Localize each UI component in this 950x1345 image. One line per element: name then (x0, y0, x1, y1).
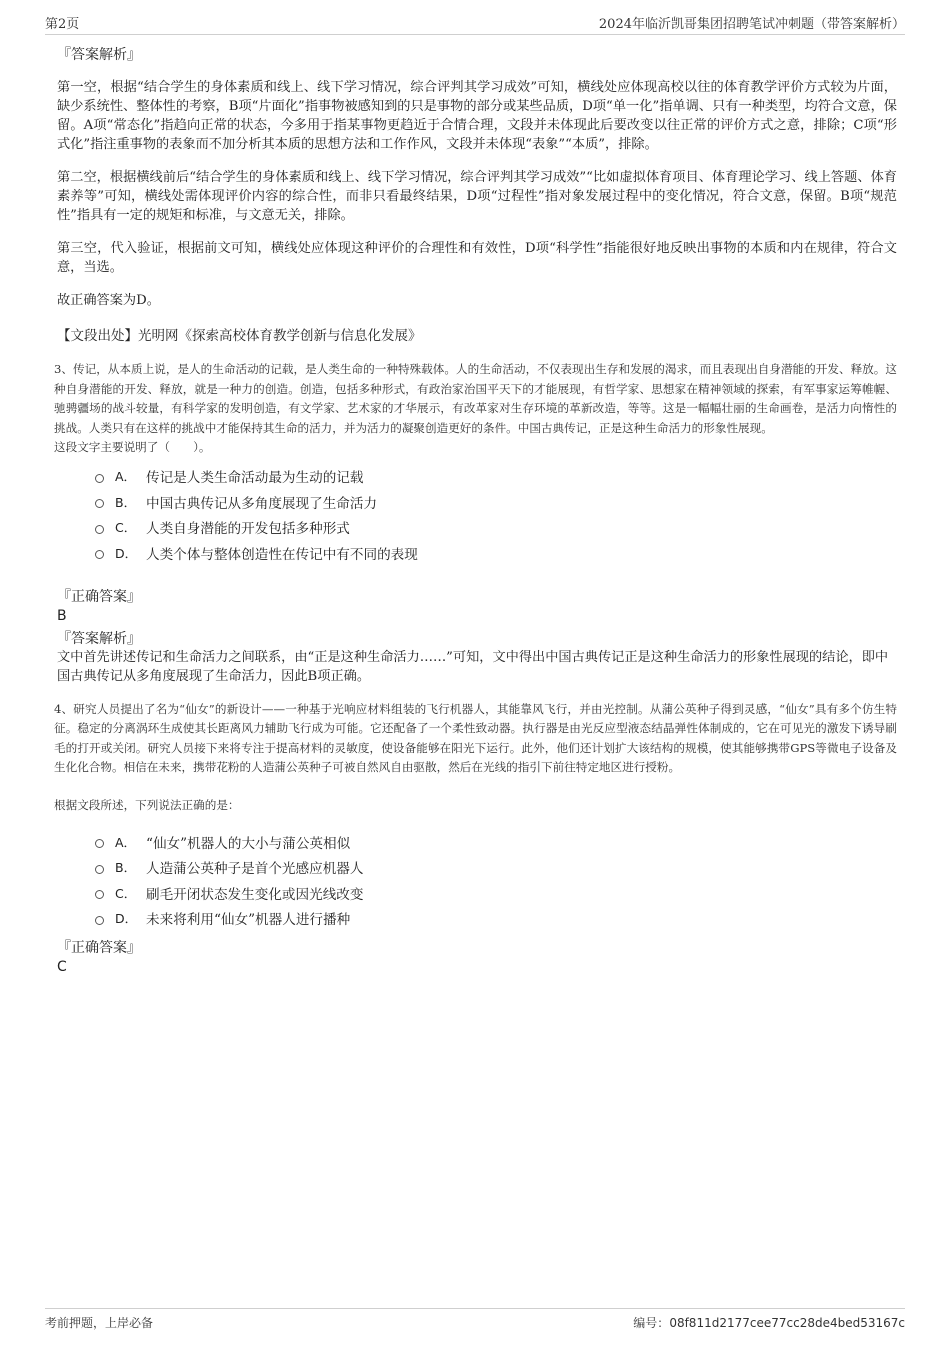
page-header (45, 10, 905, 35)
page-content (54, 44, 897, 975)
correct-answer-value: B (57, 607, 67, 624)
radio-icon[interactable] (95, 550, 104, 559)
option-a[interactable] (95, 829, 897, 855)
question-3-options (95, 464, 897, 566)
analysis-conclusion: 故正确答案为D。 (57, 293, 160, 308)
page-footer (45, 1308, 905, 1331)
option-letter: A． (115, 469, 137, 485)
question-3-stem: 3、传记，从本质上说，是人的生命活动的记载，是人类生命的一种特殊载体。人的生命活动，不仅表现出生存和发展的渴求，而且表现出自身潜能的开发、释放。这种自身潜能的开发、释放，就是一种力的创造。创造，包括多种形式，有政治家治国平天下的才能展现，有哲学家、思想家在精神领域的探索，有军事家运筹帷幄、驰骋疆场的战斗较量，有科学家的发明创造，有文学家、艺术家的才华展示，有改革家对生存环境的革新改造，等等。这是一幅幅壮丽的生命画卷，是活力向惰性的挑战。人类只有在这样的挑战中才能保持其生命的活力，并为活力的凝聚创造更好的条件。中国古典传记，正是这种生命活力的形象性展现。 (54, 362, 897, 435)
option-letter: D． (115, 545, 138, 561)
option-c[interactable] (95, 880, 897, 906)
analysis-paragraph-1: 第一空，根据“结合学生的身体素质和线上、线下学习情况，综合评判其学习成效”可知，横线处应体现高校以往的体育教学评价方式较为片面，缺少系统性、整体性的考察，B项“片面化”指事物被感知到的只是事物的部分或某些品质，D项“单一化”指单调、只有一种类型，均符合文意，保留。A项“常态化”指趋向正常的状态，今多用于指某事物更趋近于合情合理，文段并未体现此后要改变以往正常的评价方式之意，排除；C项“形式化”指注重事物的表象而不加分析其本质的思想方法和工作作风，文段并未体现“表象”“本质”，排除。 (57, 80, 897, 152)
footer-slogan: 考前押题，上岸必备 (45, 1316, 154, 1330)
radio-icon[interactable] (95, 890, 104, 899)
radio-icon[interactable] (95, 865, 104, 874)
question-3 (54, 360, 897, 686)
correct-answer-heading: 『正确答案』 (57, 588, 141, 605)
option-letter: D． (115, 911, 138, 927)
answer-analysis-text: 文中首先讲述传记和生命活力之间联系，由“正是这种生命活力……”可知，文中得出中国古典传记正是这种生命活力的形象性展现的结论，即中国古典传记从多角度展现了生命活力，因此B项正确。 (57, 649, 889, 684)
correct-answer-heading: 『正确答案』 (57, 940, 141, 956)
radio-icon[interactable] (95, 499, 104, 508)
document-title: 2024年临沂凯哥集团招聘笔试冲刺题（带答案解析） (598, 17, 905, 32)
page-number: 第2页 (45, 17, 80, 32)
option-text: 人类自身潜能的开发包括多种形式 (146, 521, 350, 538)
radio-icon[interactable] (95, 839, 104, 848)
analysis-paragraph-3: 第三空，代入验证，根据前文可知，横线处应体现这种评价的合理性和有效性，D项“科学性”指能很好地反映出事物的本质和内在规律，符合文意，当选。 (57, 241, 897, 275)
option-text: “仙女”机器人的大小与蒲公英相似 (146, 835, 351, 852)
option-a[interactable] (95, 464, 897, 490)
option-text: 人造蒲公英种子是首个光感应机器人 (146, 861, 364, 878)
radio-icon[interactable] (95, 474, 104, 483)
option-text: 未来将利用“仙女”机器人进行播种 (146, 912, 351, 929)
option-letter: C． (115, 885, 137, 901)
document-code-value: 08f811d2177cee77cc28de4bed53167c (669, 1316, 905, 1330)
document-code (633, 1314, 905, 1331)
radio-icon[interactable] (95, 916, 104, 925)
option-text: 人类个体与整体创造性在传记中有不同的表现 (146, 546, 418, 563)
source-citation: 【文段出处】光明网《探索高校体育教学创新与信息化发展》 (57, 328, 422, 344)
option-b[interactable] (95, 855, 897, 881)
correct-answer-value: C (57, 959, 67, 975)
option-text: 传记是人类生命活动最为生动的记载 (146, 470, 364, 487)
option-d[interactable] (95, 906, 897, 932)
option-letter: B． (115, 494, 137, 510)
answer-analysis-heading: 『答案解析』 (57, 630, 141, 647)
option-text: 刷毛开闭状态发生变化或因光线改变 (146, 886, 364, 903)
option-letter: B． (115, 860, 137, 876)
question-4-options (95, 829, 897, 931)
option-letter: C． (115, 520, 137, 536)
radio-icon[interactable] (95, 525, 104, 534)
option-text: 中国古典传记从多角度展现了生命活力 (146, 495, 378, 512)
question-4-prompt: 根据文段所述，下列说法正确的是： (54, 797, 240, 812)
option-d[interactable] (95, 540, 897, 566)
analysis-paragraph-2: 第二空，根据横线前后“结合学生的身体素质和线上、线下学习情况，综合评判其学习成效”“比如虚拟体育项目、体育理论学习、线上答题、体育素养等”可知，横线处需体现评价内容的综合性，而非只看最终结果，D项“过程性”指对象发展过程中的变化情况，符合文意，保留。B项“规范性”指具有一定的规矩和标准，与文意无关，排除。 (57, 170, 897, 223)
analysis-heading: 『答案解析』 (57, 47, 141, 63)
question-4-stem: 4、研究人员提出了名为“仙女”的新设计——一种基于光响应材料组装的飞行机器人，其能靠风飞行，并由光控制。从蒲公英种子得到灵感，“仙女”具有多个仿生特征。稳定的分离涡环生成使其长距离风力辅助飞行成为可能。它还配备了一个柔性致动器。执行器是由光反应型液态结晶弹性体制成的，它在可见光的激发下诱导刷毛的打开或关闭。研究人员接下来将专注于提高材料的灵敏度，使设备能够在阳光下运行。此外，他们还计划扩大该结构的规模，使其能够携带GPS等微电子设备及生化化合物。相信在未来，携带花粉的人造蒲公英种子可被自然风自由驱散，然后在光线的指引下前往特定地区进行授粉。 (54, 701, 897, 774)
document-code-label: 编号： (633, 1316, 670, 1330)
option-letter: A． (115, 834, 137, 850)
question-3-prompt: 这段文字主要说明了（ ）。 (54, 440, 211, 454)
question-4 (54, 700, 897, 976)
option-c[interactable] (95, 515, 897, 541)
option-b[interactable] (95, 489, 897, 515)
